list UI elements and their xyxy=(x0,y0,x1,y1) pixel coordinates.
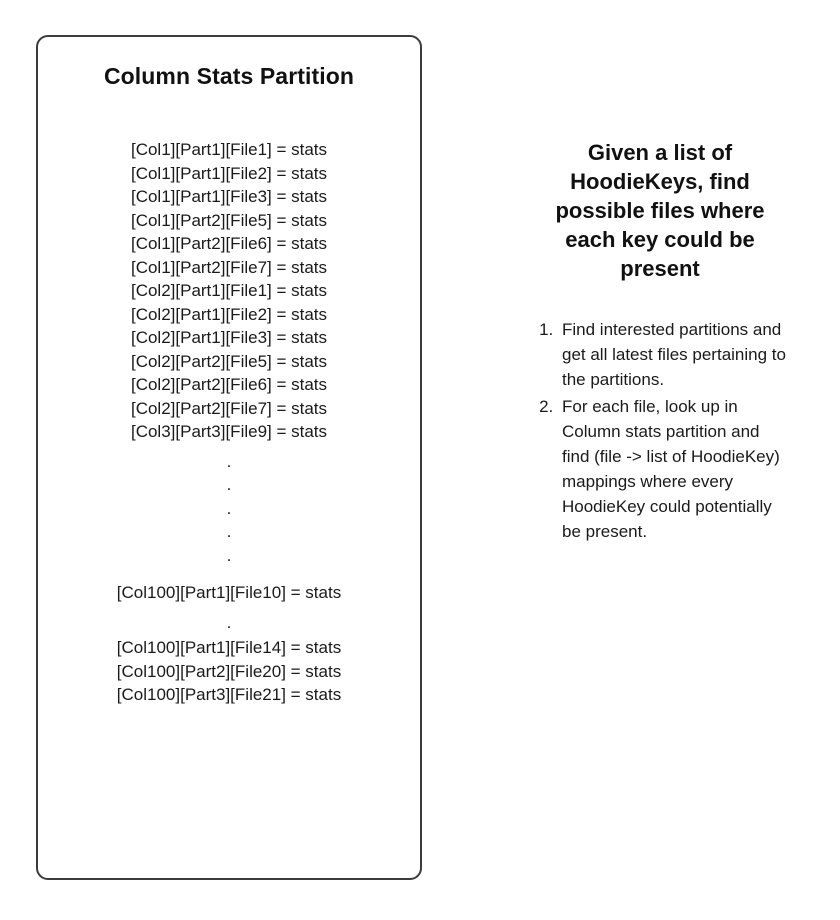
ellipsis-dot: . xyxy=(226,522,232,541)
ellipsis-dot: . xyxy=(226,498,232,518)
explanation-column xyxy=(530,138,790,546)
stats-entry: [Col1][Part1][File1] = stats xyxy=(130,140,328,159)
ellipsis-dot: . xyxy=(226,545,232,565)
stats-entry: [Col2][Part1][File3] = stats xyxy=(130,328,328,347)
column-stats-partition-panel xyxy=(36,35,422,880)
ellipsis-dot: . xyxy=(226,612,232,632)
stats-entry: [Col100][Part1][File10] = stats xyxy=(116,583,342,602)
ellipsis-upper xyxy=(38,450,420,568)
stats-entry: [Col1][Part1][File2] = stats xyxy=(130,163,328,183)
stats-entry: [Col1][Part2][File7] = stats xyxy=(130,257,328,277)
stats-entry: [Col2][Part2][File5] = stats xyxy=(130,351,328,371)
stats-entry: [Col1][Part1][File3] = stats xyxy=(130,187,328,206)
stats-entry-list-top xyxy=(38,138,420,444)
stats-entry-list-bottom xyxy=(38,636,420,707)
stats-entry-list-mid xyxy=(38,581,420,605)
ellipsis-dot: . xyxy=(226,475,232,494)
stats-entry: [Col1][Part2][File5] = stats xyxy=(130,210,328,230)
stats-entry: [Col1][Part2][File6] = stats xyxy=(130,234,328,253)
stats-entry: [Col2][Part2][File6] = stats xyxy=(130,375,328,394)
stats-entry: [Col100][Part3][File21] = stats xyxy=(116,685,342,704)
ellipsis-dot: . xyxy=(226,451,232,471)
panel-title: Column Stats Partition xyxy=(103,63,355,89)
stats-entry: [Col2][Part1][File2] = stats xyxy=(130,304,328,324)
stats-entry: [Col100][Part2][File20] = stats xyxy=(116,661,342,681)
explanation-title: Given a list of HoodieKeys, find possible files where each key could be present xyxy=(555,140,765,281)
explanation-steps xyxy=(530,317,790,544)
list-item: 1. Find interested partitions and get all latest files pertaining to the partitions. xyxy=(558,317,790,392)
ellipsis-lower xyxy=(38,611,420,635)
stats-entry: [Col2][Part1][File1] = stats xyxy=(130,281,328,300)
stats-entry: [Col3][Part3][File9] = stats xyxy=(130,422,328,441)
list-item: 2. For each file, look up in Column stats partition and find (file -> list of HoodieKey) mappings where every HoodieKey could potentially be present. xyxy=(558,394,790,544)
stats-entry: [Col2][Part2][File7] = stats xyxy=(130,398,328,418)
stats-entry: [Col100][Part1][File14] = stats xyxy=(116,638,342,657)
